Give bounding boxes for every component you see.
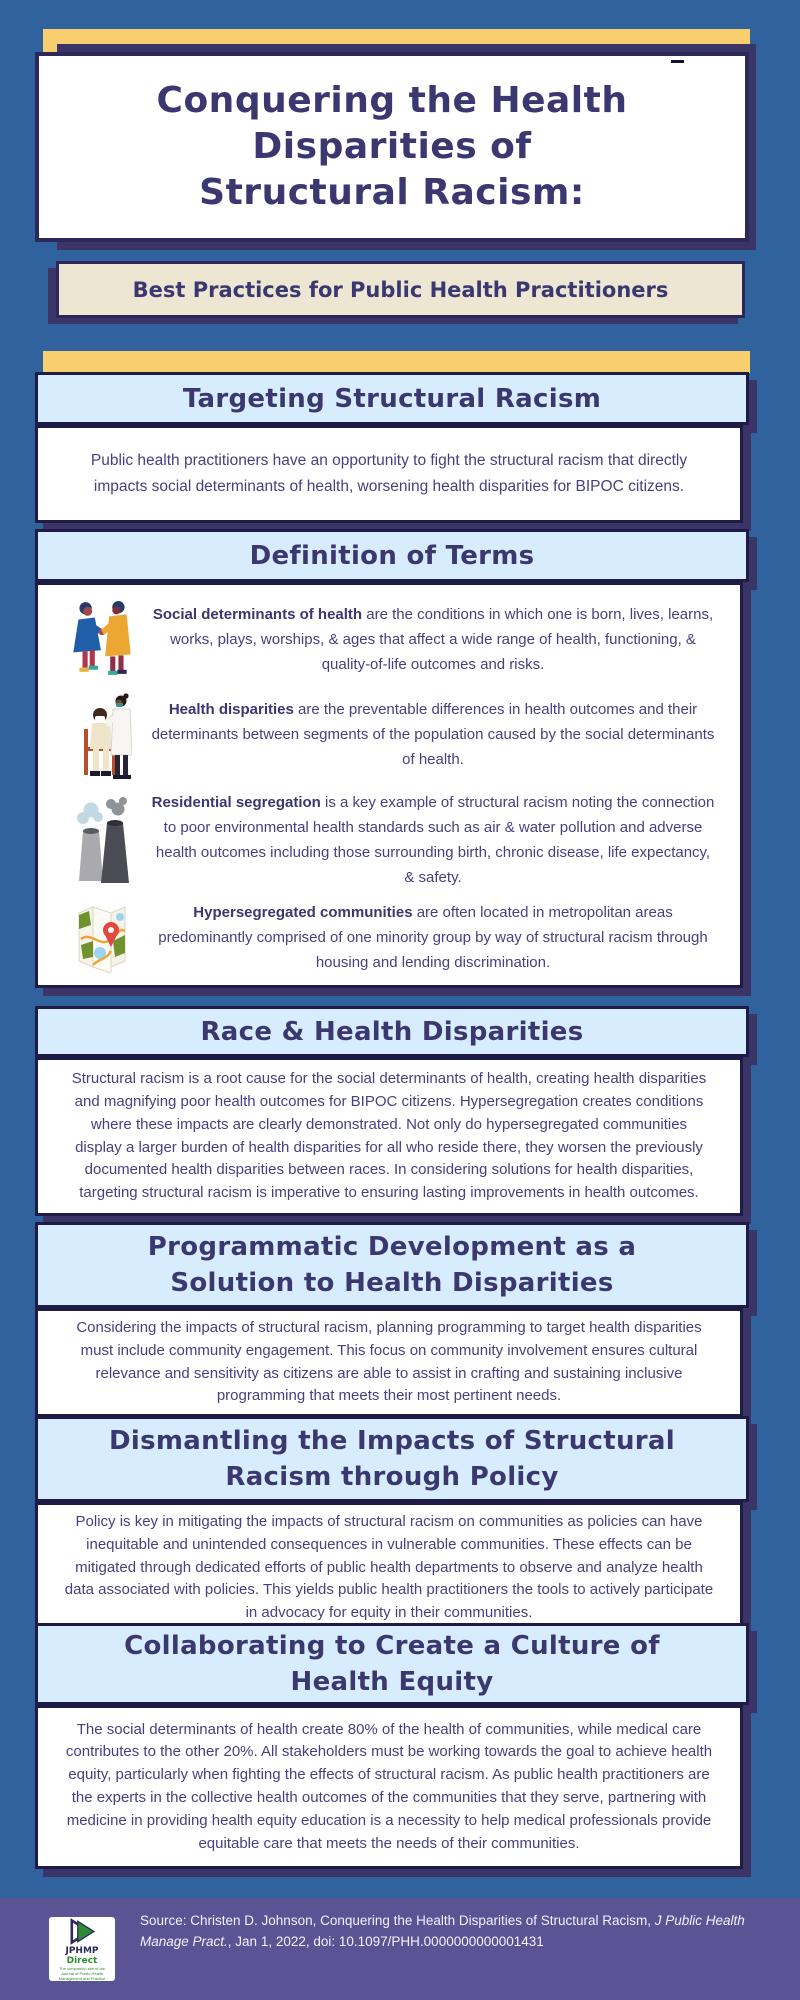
definition-row-sdoh xyxy=(54,599,730,679)
section-header-policy xyxy=(35,1416,749,1502)
definition-term: Social determinants of health xyxy=(152,605,363,623)
section-title: Targeting Structural Racism xyxy=(182,383,602,414)
body-text: Public health practitioners have an opportunity to fight the structural racism that directly impacts social determinants of health, worsening health disparities for BIPOC citizens. xyxy=(90,452,688,495)
section-title-line2: Solution to Health Disparities xyxy=(170,1268,614,1298)
jphmp-direct-logo xyxy=(49,1917,115,1981)
main-title-line1: Conquering the Health xyxy=(156,80,628,121)
logo-text-jphmp: JPHMP xyxy=(65,1946,99,1956)
section-title-line2: Racism through Policy xyxy=(225,1462,559,1492)
map-pin-icon xyxy=(54,901,150,973)
definition-row-hypersegregated xyxy=(54,900,730,975)
section-body-collaborating xyxy=(35,1705,743,1869)
source-prefix: Source: Christen D. Johnson, Conquering the Health Disparities of Structural Racism, xyxy=(140,1913,655,1928)
logo-arrow-icon xyxy=(65,1917,99,1946)
definition-body: are often located in metropolitan areas predominantly comprised of one minority group by way of structural racism through housing and lending discrimination. xyxy=(158,903,708,971)
section-title-line1: Dismantling the Impacts of Structural xyxy=(109,1426,675,1456)
source-journal-name: J Public Health Manage Pract. xyxy=(140,1913,745,1949)
doctor-patient-icon xyxy=(54,689,150,781)
section-body-policy xyxy=(35,1502,743,1634)
section-header-programmatic xyxy=(35,1222,749,1308)
main-title-line2: Disparities of xyxy=(252,126,532,167)
body-text: The social determinants of health create 80% of the health of communities, while medical care contributes to the other 20%. All stakeholders must be working towards the goal to achieve health equity, particularly when fighting the effects of structural racism. As public health practitioners are the experts in the collective health outcomes of the communities that they serve, partnering with medicine in providing health equity education is a necessity to help medical professionals provide equitable care that meets the needs of their communities. xyxy=(65,1720,713,1852)
dash-mark xyxy=(671,60,684,63)
definition-row-disparities xyxy=(54,689,730,781)
footer-bar xyxy=(0,1898,800,2000)
definition-text xyxy=(150,602,730,677)
section-header-collaborating xyxy=(35,1623,749,1705)
body-text: Policy is key in mitigating the impacts of structural racism on communities as policies can have inequitable and unintended consequences in vulnerable communities. These effects can be mitigated through dedicated efforts of public health departments to observe and analyze health data associated with policies. This yields public health practitioners the tools to actively participate in advocacy for equity in their communities. xyxy=(64,1513,714,1622)
subtitle-text: Best Practices for Public Health Practitioners xyxy=(132,277,669,302)
subtitle-card xyxy=(56,261,745,318)
section-title-line1: Programmatic Development as a xyxy=(147,1232,637,1262)
main-title-card xyxy=(35,52,749,242)
logo-wordmark xyxy=(49,1946,115,1966)
section-header-definitions xyxy=(35,529,749,582)
section-title: Definition of Terms xyxy=(249,540,535,571)
body-text: Structural racism is a root cause for the social determinants of health, creating health disparities and magnifying poor health outcomes for BIPOC citizens. Hypersegregation creates conditions where these impacts are clearly demonstrated. Not only do hypersegregated communities display a larger burden of health disparities for all who reside there, they worsen the previously documented health disparities between races. In considering solutions for health disparities, targeting structural racism is imperative to ensuring lasting improvements in health outcomes. xyxy=(71,1070,707,1202)
definition-row-segregation xyxy=(54,790,730,890)
section-header-race xyxy=(35,1006,749,1057)
section-yellow-band xyxy=(43,351,750,373)
definition-term: Health disparities xyxy=(168,701,294,719)
main-title-line3: Structural Racism: xyxy=(199,172,585,213)
section-body-targeting xyxy=(35,425,743,523)
definition-text xyxy=(150,900,730,975)
people-handshake-icon xyxy=(54,599,150,679)
section-body-race xyxy=(35,1057,743,1216)
definition-text xyxy=(150,790,730,890)
source-citation xyxy=(140,1910,785,1952)
definition-text xyxy=(150,697,730,772)
logo-tagline: The companion site of the Journal of Public Health Management and Practice xyxy=(58,1966,106,1981)
source-suffix: , Jan 1, 2022, doi: 10.1097/PHH.0000000000001431 xyxy=(227,1934,544,1949)
body-text: Considering the impacts of structural racism, planning programming to target health disparities must include community engagement. This focus on community involvement ensures cultural relevance and sensitivity as citizens are able to assist in crafting and sustaining inclusive programming that meets their most pertinent needs. xyxy=(76,1319,702,1405)
definition-body: are the conditions in which one is born, lives, learns, works, plays, worships, & ages that affect a wide range of health, functioning, & quality-of-life outcomes and risks. xyxy=(170,605,714,673)
section-title-line1: Collaborating to Create a Culture of xyxy=(124,1631,660,1661)
section-header-targeting xyxy=(35,372,749,425)
section-title: Race & Health Disparities xyxy=(200,1016,584,1047)
definition-body: are the preventable differences in health outcomes and their determinants between segments of the population caused by the social determinants of health. xyxy=(151,701,715,769)
definition-body: is a key example of structural racism noting the connection to poor environmental health standards such as air & water pollution and adverse health outcomes including those surrounding birth, chronic disease, life expectancy, & safety. xyxy=(155,794,715,887)
logo-text-direct: Direct xyxy=(66,1956,98,1966)
section-title-line2: Health Equity xyxy=(290,1667,494,1697)
smokestacks-icon xyxy=(54,795,150,885)
definition-term: Residential segregation xyxy=(151,794,321,812)
definition-term: Hypersegregated communities xyxy=(193,903,413,921)
definitions-box xyxy=(35,582,743,988)
section-body-programmatic xyxy=(35,1308,743,1417)
